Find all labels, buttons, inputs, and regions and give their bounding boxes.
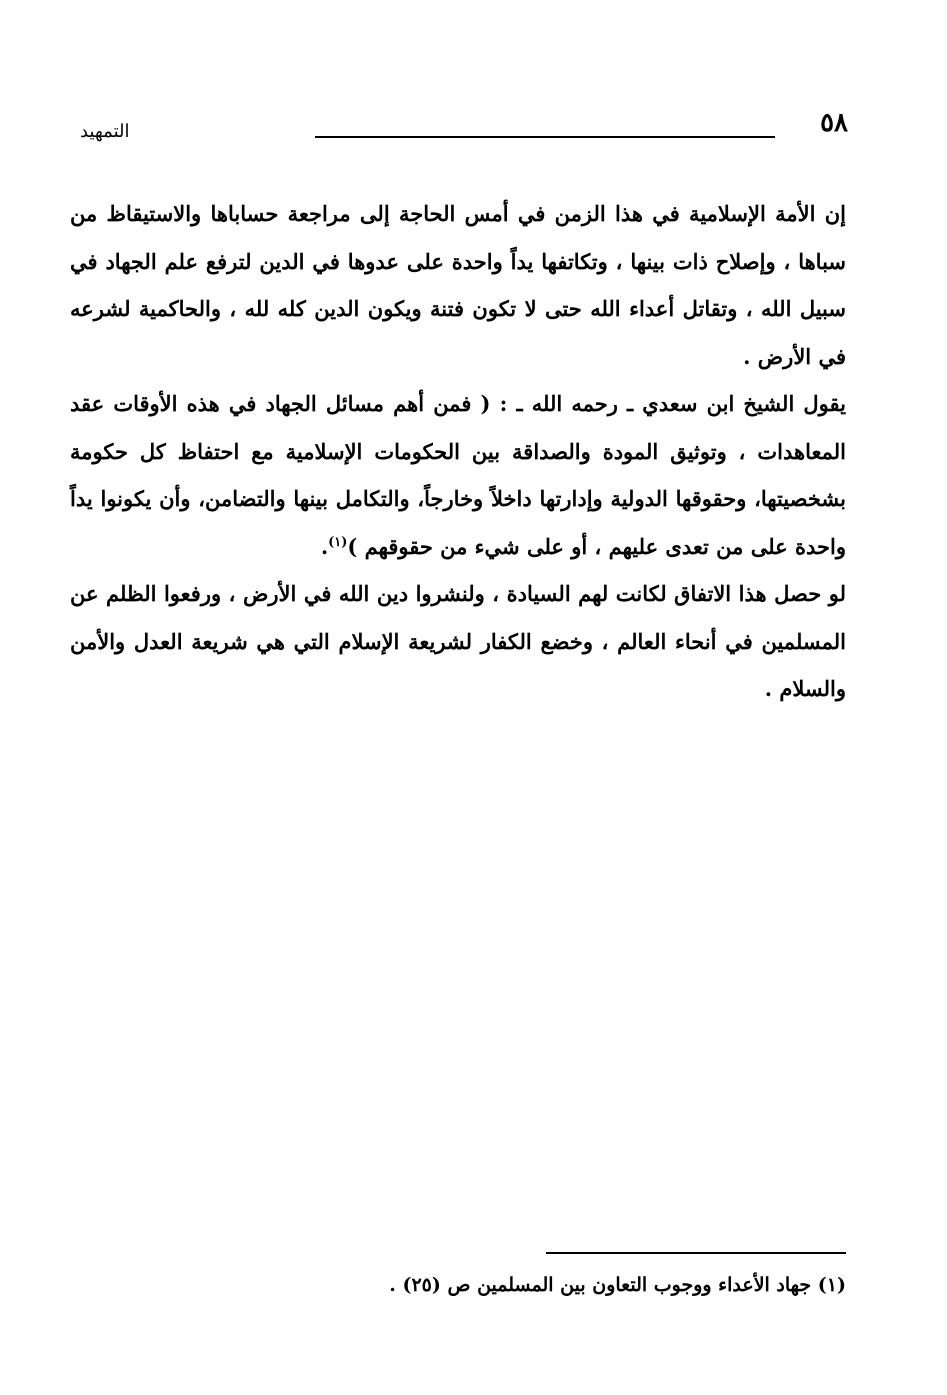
footnote-text: (١) جهاد الأعداء ووجوب التعاون بين المسلمين ص (٢٥) . <box>389 1274 846 1296</box>
paragraph-1-text: إن الأمة الإسلامية في هذا الزمن في أمس الحاجة إلى مراجعة حساباها والاستيقاظ من سباها ، وإصلاح ذات بينها ، وتكاتفها يداً واحدة على عدوها في الدين لترفع علم الجهاد في سبيل الله ، وتقاتل أعداء الله حتى لا تكون فتنة ويكون الدين كله لله ، والحاكمية لشرعه في الأرض . <box>70 201 846 369</box>
paragraph-3-text: لو حصل هذا الاتفاق لكانت لهم السيادة ، ولنشروا دين الله في الأرض ، ورفعوا الظلم عن المسلمين في أنحاء العالم ، وخضع الكفار لشريعة الإسلام التي هي شريعة العدل والأمن والسلام . <box>70 581 846 701</box>
footnote <box>70 1270 846 1300</box>
paragraph-1 <box>70 190 846 380</box>
page-header <box>70 108 848 148</box>
paragraph-2-quote <box>70 380 846 570</box>
footnote-reference[interactable]: (١) <box>328 534 348 550</box>
paragraph-3 <box>70 570 846 713</box>
running-header-title: التمهيد <box>80 121 130 142</box>
page-number: ٥٨ <box>820 108 848 138</box>
paragraph-2-text: يقول الشيخ ابن سعدي ـ رحمه الله ـ : ( فمن أهم مسائل الجهاد في هذه الأوقات عقد المعاهدات ، وتوثيق المودة والصداقة بين الحكومات الإسلامية مع احتفاظ كل حكومة بشخصيتها، وحقوقها الدولية وإدارتها داخلاً وخارجاً، والتكامل بينها والتضامن، وأن يكونوا يداً واحدة على من تعدى عليهم ، أو على شيء من حقوقهم ) <box>70 391 846 559</box>
paragraph-2-end: . <box>320 533 329 559</box>
header-rule <box>315 136 775 138</box>
main-text <box>70 190 846 713</box>
footnote-separator <box>546 1252 846 1254</box>
